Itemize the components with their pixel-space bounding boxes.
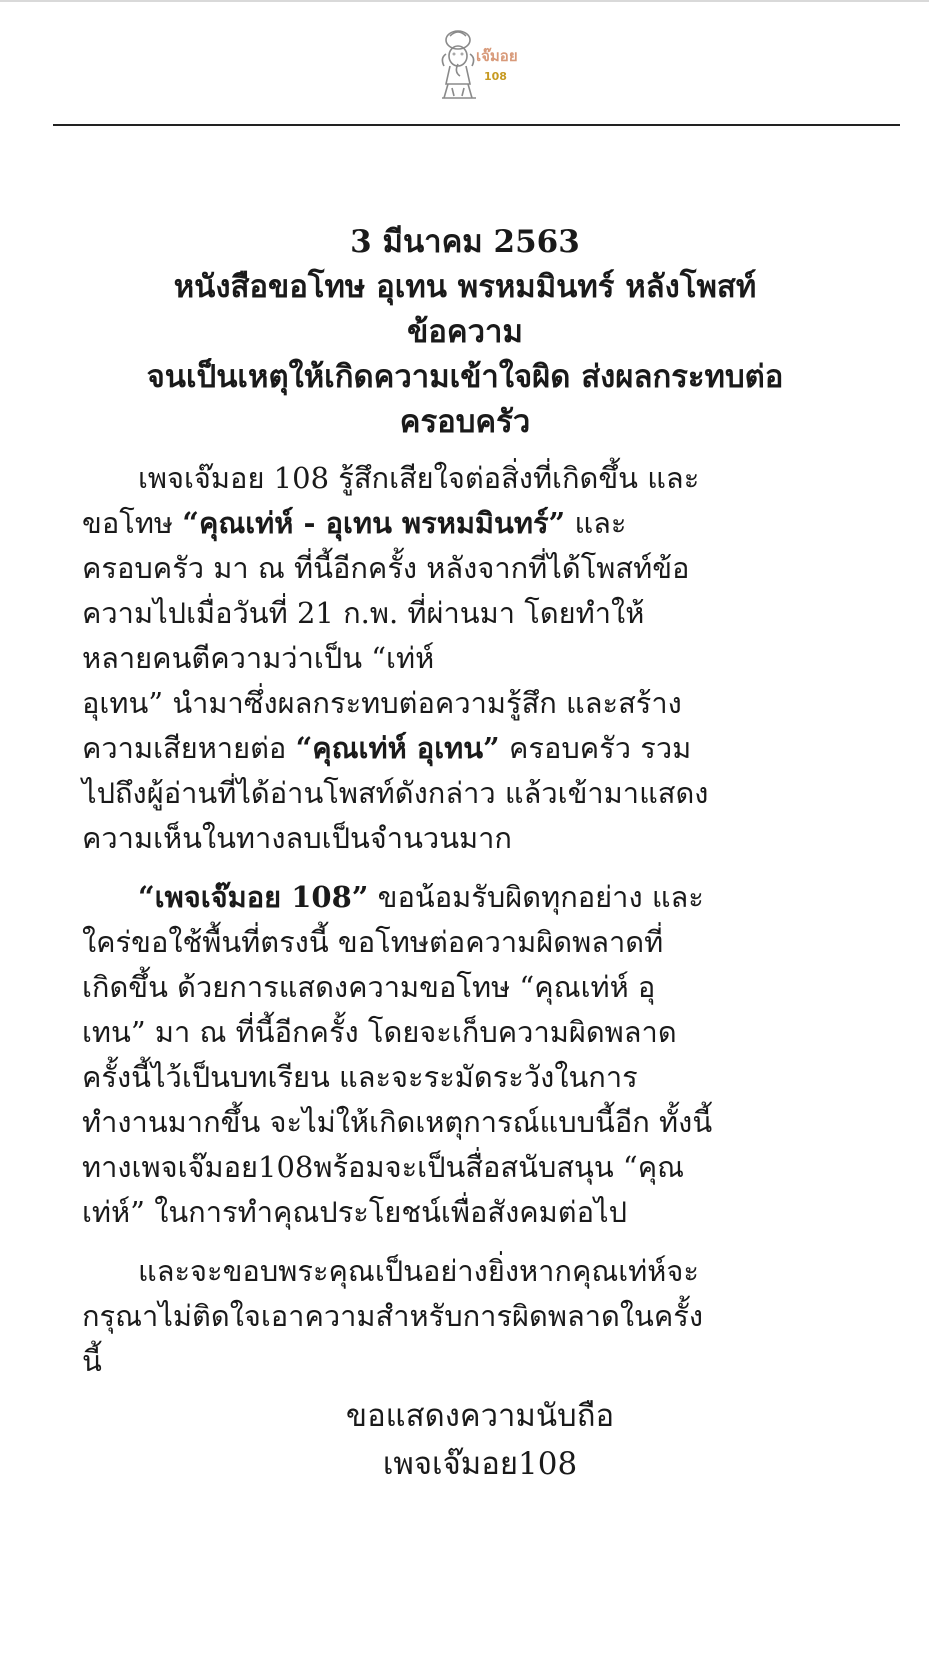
letter-heading [70, 220, 860, 445]
paragraph-line [82, 591, 862, 636]
bold-text: “คุณเท่ห์ - อุเทน พรหมมินทร์” [182, 506, 566, 540]
letter-closing [200, 1392, 760, 1488]
logo-text: เจ๊มอย [476, 47, 518, 65]
paragraph-line [82, 1339, 862, 1384]
closing-signature: เพจเจ๊มอย108 [382, 1446, 578, 1482]
heading-line: ข้อความ [407, 314, 523, 350]
text-segment: หลายคนตีความว่าเป็น “เท่ห์ [82, 641, 435, 675]
letter-paragraph [82, 875, 862, 1235]
text-segment: ใคร่ขอใช้พื้นที่ตรงนี้ ขอโทษต่อความผิดพลาดที่ [82, 925, 664, 959]
header-rule [53, 124, 900, 126]
text-segment: นี้ [82, 1344, 102, 1378]
text-segment: ขอโทษ [82, 506, 183, 540]
paragraph-line [82, 920, 862, 965]
text-segment: เทน” มา ณ ที่นี้อีกครั้ง โดยจะเก็บความผิดพลาด [82, 1015, 677, 1049]
page-logo [432, 26, 528, 108]
paragraph-line [82, 1055, 862, 1100]
text-segment: ขอน้อมรับผิดทุกอย่าง และ [368, 880, 704, 914]
text-segment: ความเห็นในทางลบเป็นจำนวนมาก [82, 821, 512, 855]
paragraph-line [82, 1190, 862, 1235]
text-segment: ความเสียหายต่อ [82, 731, 296, 765]
paragraph-line [82, 501, 862, 546]
paragraph-line [82, 1294, 862, 1339]
text-segment: ไปถึงผู้อ่านที่ได้อ่านโพสท์ดังกล่าว แล้วเข้ามาแสดง [82, 776, 709, 810]
letter-body [82, 456, 862, 1384]
heading-line: จนเป็นเหตุให้เกิดความเข้าใจผิด ส่งผลกระทบต่อ [146, 359, 784, 395]
text-segment: อุเทน” นำมาซึ่งผลกระทบต่อความรู้สึก และสร้าง [82, 686, 682, 720]
text-segment: ครอบครัว รวม [499, 731, 692, 765]
text-segment: เท่ห์” ในการทำคุณประโยชน์เพื่อสังคมต่อไป [82, 1195, 627, 1229]
paragraph-line [82, 1100, 862, 1145]
top-edge-divider [0, 0, 929, 2]
paragraph-line [82, 965, 862, 1010]
text-segment: ทำงานมากขึ้น จะไม่ให้เกิดเหตุการณ์แบบนี้อีก ทั้งนี้ [82, 1105, 713, 1139]
paragraph-line [82, 1010, 862, 1055]
closing-regards: ขอแสดงความนับถือ [345, 1398, 615, 1434]
paragraph-line [82, 456, 862, 501]
heading-line: ครอบครัว [399, 404, 531, 440]
paragraph-line [82, 1145, 862, 1190]
bold-text: “คุณเท่ห์ อุเทน” [295, 731, 500, 765]
heading-line: หนังสือขอโทษ อุเทน พรหมมินทร์ หลังโพสท์ [173, 269, 757, 305]
letter-paragraph [82, 456, 862, 861]
paragraph-line [82, 546, 862, 591]
paragraph-line [82, 816, 862, 861]
text-segment: เพจเจ๊มอย 108 รู้สึกเสียใจต่อสิ่งที่เกิดขึ้น และ [138, 461, 700, 495]
paragraph-line [82, 771, 862, 816]
text-segment: ทางเพจเจ๊มอย108พร้อมจะเป็นสื่อสนับสนุน “คุณ [82, 1150, 685, 1184]
letter-paragraph [82, 1249, 862, 1384]
text-segment: กรุณาไม่ติดใจเอาความสำหรับการผิดพลาดในครั้ง [82, 1299, 703, 1333]
paragraph-gap [82, 861, 862, 875]
text-segment: ความไปเมื่อวันที่ 21 ก.พ. ที่ผ่านมา โดยทำให้ [82, 596, 645, 630]
paragraph-line [82, 875, 862, 920]
logo-number: 108 [484, 70, 507, 83]
paragraph-line [82, 726, 862, 771]
bold-text: “เพจเจ๊มอย 108” [138, 880, 369, 914]
paragraph-gap [82, 1235, 862, 1249]
text-segment: ครอบครัว มา ณ ที่นี้อีกครั้ง หลังจากที่ได้โพสท์ข้อ [82, 551, 690, 585]
text-segment: เกิดขึ้น ด้วยการแสดงความขอโทษ “คุณเท่ห์ อุ [82, 970, 656, 1004]
text-segment: ครั้งนี้ไว้เป็นบทเรียน และจะระมัดระวังในการ [82, 1060, 638, 1094]
text-segment: และจะขอบพระคุณเป็นอย่างยิ่งหากคุณเท่ห์จะ [138, 1254, 699, 1288]
paragraph-line [82, 1249, 862, 1294]
text-segment: และ [565, 506, 627, 540]
letter-date: 3 มีนาคม 2563 [350, 224, 580, 260]
paragraph-line [82, 636, 862, 681]
paragraph-line [82, 681, 862, 726]
